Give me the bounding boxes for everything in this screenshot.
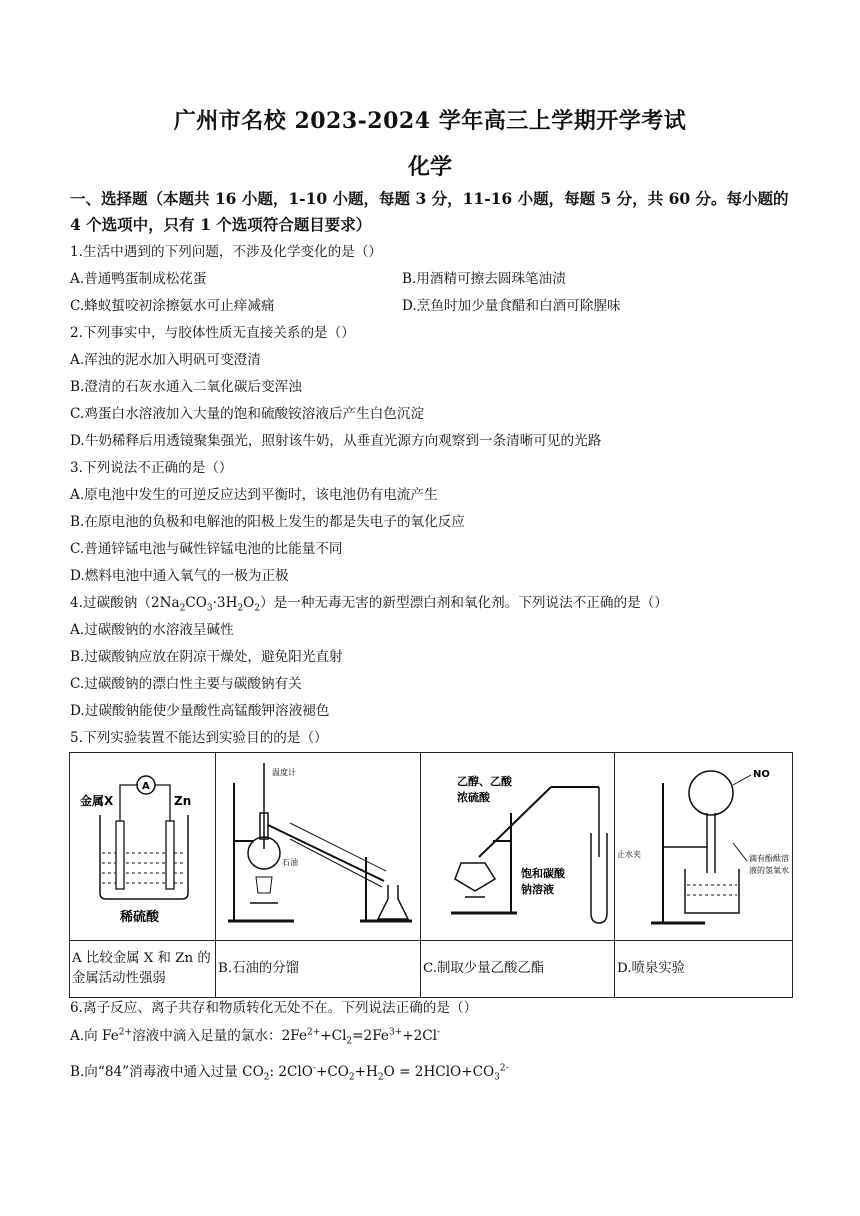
esterification-diagram xyxy=(421,753,615,936)
q1-stem: 1.生活中遇到的下列问题，不涉及化学变化的是（） xyxy=(70,244,383,260)
distillation-diagram xyxy=(216,753,421,936)
q1-option-a: A.普通鸭蛋制成松花蛋 xyxy=(70,271,207,287)
section-heading: 一、选择题（本题共 16 小题，1-10 小题，每题 3 分，11-16 小题，每题 5 分，共 60 分。每小题的 4 个选项中，只有 1 个选项符合题目要求） xyxy=(70,189,789,234)
svg-text:饱和碳酸: 饱和碳酸 xyxy=(521,867,565,880)
q2-option-c: C.鸡蛋白水溶液加入大量的饱和硫酸铵溶液后产生白色沉淀 xyxy=(70,406,425,422)
apparatus-d-cell xyxy=(615,753,793,941)
galvanic-cell-diagram xyxy=(70,753,216,936)
svg-text:止水夹: 止水夹 xyxy=(617,850,641,859)
svg-text:滴有酚酞溶: 滴有酚酞溶 xyxy=(749,854,789,863)
caption-b: B.石油的分馏 xyxy=(216,941,421,998)
q3-option-b: B.在原电池的负极和电解池的阳极上发生的都是失电子的氧化反应 xyxy=(70,514,465,530)
q2-option-d: D.牛奶稀释后用透镜聚集强光，照射该牛奶，从垂直光源方向观察到一条清晰可见的光路 xyxy=(70,433,602,449)
svg-text:温度计: 温度计 xyxy=(272,768,296,777)
caption-c: C.制取少量乙酸乙酯 xyxy=(421,941,615,998)
caption-a: A 比较金属 X 和 Zn 的金属活动性强弱 xyxy=(70,941,216,998)
q3-option-a: A.原电池中发生的可逆反应达到平衡时，该电池仍有电流产生 xyxy=(70,487,438,503)
svg-text:液的氢氧水: 液的氢氧水 xyxy=(749,866,789,875)
q2-option-a: A.浑浊的泥水加入明矾可变澄清 xyxy=(70,352,261,368)
apparatus-c-cell xyxy=(421,753,615,941)
q3-stem: 3.下列说法不正确的是（） xyxy=(70,460,233,476)
svg-text:钠溶液: 钠溶液 xyxy=(521,883,554,896)
svg-text:乙醇、乙酸: 乙醇、乙酸 xyxy=(457,775,512,788)
q2-option-b: B.澄清的石灰水通入二氧化碳后变浑浊 xyxy=(70,379,302,395)
q4-option-b: B.过碳酸钠应放在阴凉干燥处，避免阳光直射 xyxy=(70,649,343,665)
q5-apparatus-table xyxy=(69,752,793,998)
q1-option-b: B.用酒精可擦去圆珠笔油渍 xyxy=(402,271,566,287)
q4-option-d: D.过碳酸钠能使少量酸性高锰酸钾溶液褪色 xyxy=(70,703,330,719)
q6-stem: 6.离子反应、离子共存和物质转化无处不在。下列说法正确的是（） xyxy=(70,1000,478,1016)
subject-title: 化学 xyxy=(407,154,452,180)
q4-stem: 4.过碳酸钠$(2Na_2CO_3\cdot 3H_2O_2)$是一种无毒无害的新型漂白剂和氧化剂。下列说法不正确的是（） xyxy=(70,595,668,614)
svg-text:NO: NO xyxy=(753,769,770,780)
q4-option-a: A.过碳酸钠的水溶液呈碱性 xyxy=(70,622,234,638)
svg-text:金属X: 金属X xyxy=(80,794,114,808)
q1-option-d: D.烹鱼时加少量食醋和白酒可除腥味 xyxy=(402,298,621,314)
q6-option-a: A.向 $Fe^{2+}$溶液中滴入足量的氯水：$2Fe^{2+}+Cl_2=2Fe^{3+}+2Cl^-$ xyxy=(70,1027,441,1047)
apparatus-a-cell xyxy=(70,753,216,941)
q4-option-c: C.过碳酸钠的漂白性主要与碳酸钠有关 xyxy=(70,676,302,692)
q6-option-b: B.向“84”消毒液中通入过量 $CO_2$: $2ClO^-+CO_2+H_2O$ = $2HClO+CO_3^{2-}$ xyxy=(70,1063,509,1083)
fountain-experiment-diagram xyxy=(615,753,793,936)
apparatus-b-cell xyxy=(216,753,421,941)
q1-option-c: C.蜂蚁蜇咬初涂擦氨水可止痒减痛 xyxy=(70,298,275,314)
q5-stem: 5.下列实验装置不能达到实验目的的是（） xyxy=(70,730,328,746)
q3-option-d: D.燃料电池中通入氧气的一极为正极 xyxy=(70,568,289,584)
q2-stem: 2.下列事实中，与胶体性质无直接关系的是（） xyxy=(70,325,355,341)
exam-title: 广州市名校 2023-2024 学年高三上学期开学考试 xyxy=(173,108,687,134)
svg-text:浓硫酸: 浓硫酸 xyxy=(457,791,490,804)
svg-text:石油: 石油 xyxy=(282,858,298,867)
svg-text:Zn: Zn xyxy=(174,794,192,808)
caption-d: D.喷泉实验 xyxy=(615,941,793,998)
svg-text:A: A xyxy=(142,781,150,792)
q3-option-c: C.普通锌锰电池与碱性锌锰电池的比能量不同 xyxy=(70,541,343,557)
svg-text:稀硫酸: 稀硫酸 xyxy=(120,910,160,925)
